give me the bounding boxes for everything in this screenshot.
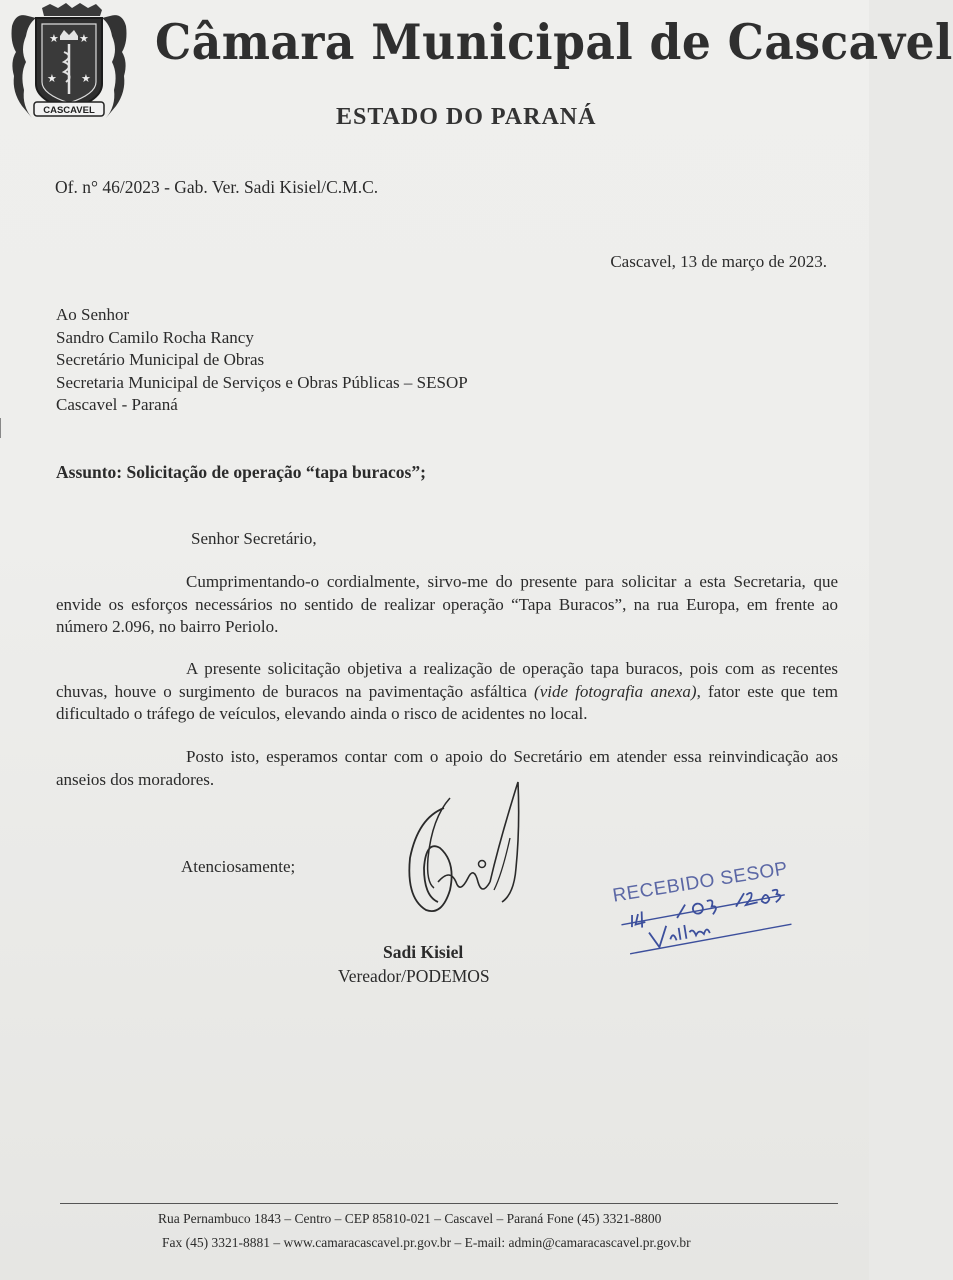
body-paragraph-2	[56, 658, 838, 726]
stamp-title: RECEBIDO SESOP	[611, 858, 790, 907]
svg-text:★: ★	[47, 73, 57, 85]
footer-address: Rua Pernambuco 1843 – Centro – CEP 85810-021 – Cascavel – Paraná Fone (45) 3321-8800	[158, 1211, 662, 1226]
letter-subject: Assunto: Solicitação de operação “tapa buracos”;	[56, 462, 426, 482]
svg-text:★: ★	[79, 33, 89, 45]
paragraph-text: , fator este que tem dificultado o tráfego de veículos, elevando ainda o risco de acidentes no local.	[56, 681, 838, 723]
svg-text:★: ★	[49, 33, 59, 45]
recipient-line: Secretário Municipal de Obras	[56, 350, 265, 369]
recipient-line: Cascavel - Paraná	[56, 395, 178, 414]
recipient-line: Secretaria Municipal de Serviços e Obras Públicas – SESOP	[56, 372, 468, 392]
signatory-role: Vereador/PODEMOS	[338, 966, 490, 986]
letter-greeting: Senhor Secretário,	[191, 529, 317, 548]
paragraph-text: Posto isto, esperamos contar com o apoio do Secretário em atender essa reinvindicação aos anseios dos moradores.	[56, 747, 838, 789]
letter-closing: Atenciosamente;	[181, 857, 296, 876]
handwritten-signature-icon	[398, 778, 538, 938]
state-title: ESTADO DO PARANÁ	[336, 104, 597, 130]
footer-contact: Fax (45) 3321-8881 – www.camaracascavel.pr.gov.br – E-mail: admin@camaracascavel.pr.gov.br	[162, 1235, 691, 1250]
margin-mark	[0, 418, 5, 438]
chamber-title: Câmara Municipal de Cascavel	[155, 13, 953, 71]
paragraph-text: Cumprimentando-o cordialmente, sirvo-me do presente para solicitar a esta Secretaria, que envide os esforços necessários no sentido de realizar operação “Tapa Buracos”, na rua Europa, em frente ao número 2.096, no bairro Periolo.	[56, 572, 838, 636]
recipient-line: Ao Senhor	[56, 305, 130, 324]
crest-label: CASCAVEL	[43, 105, 95, 116]
paragraph-text: A presente solicitação objetiva a realização de operação tapa buracos, pois com as recentes chuvas, houve o surgimento de buracos na pavimentação asfáltica	[56, 659, 838, 701]
letter-reference: Of. n° 46/2023 - Gab. Ver. Sadi Kisiel/C.M.C.	[55, 177, 379, 197]
recipient-line: Sandro Camilo Rocha Rancy	[56, 327, 254, 347]
body-paragraph-1	[56, 571, 838, 639]
footer-divider	[60, 1203, 838, 1204]
recipient-block	[56, 304, 468, 417]
svg-text:★: ★	[81, 73, 91, 85]
received-stamp	[610, 850, 803, 972]
letter-date: Cascavel, 13 de março de 2023.	[610, 252, 827, 271]
municipal-crest-icon	[8, 2, 130, 130]
paragraph-italic-note: (vide fotografia anexa)	[534, 681, 697, 701]
stamp-handwriting-icon	[610, 850, 803, 972]
signatory-name: Sadi Kisiel	[383, 942, 464, 962]
